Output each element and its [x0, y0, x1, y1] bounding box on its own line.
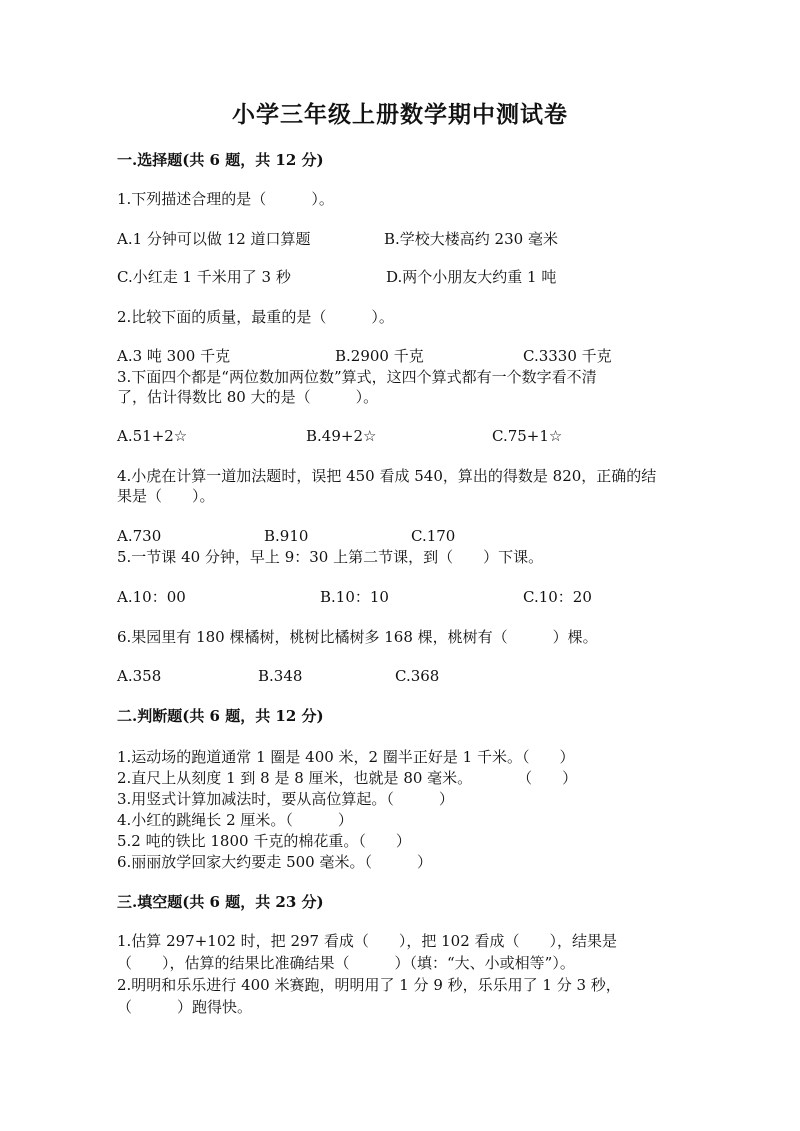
option-b: B.910 — [264, 527, 309, 545]
question-stem: 5.一节课 40 分钟，早上 9：30 上第二节课，到（ ）下课。 — [117, 548, 544, 566]
option-b: B.348 — [258, 667, 303, 685]
question-stem: 6.果园里有 180 棵橘树，桃树比橘树多 168 棵，桃树有（ ）棵。 — [117, 628, 598, 646]
question-stem-line1: 4.小虎在计算一道加法题时，误把 450 看成 540，算出的得数是 820，正确的结 — [117, 467, 657, 485]
option-a: A.1 分钟可以做 12 道口算题 — [117, 230, 311, 248]
fill-question-line2: （ ），估算的结果比准确结果（ ）（填：“大、小或相等”）。 — [117, 954, 575, 972]
fill-question-line1: 2.明明和乐乐进行 400 米赛跑，明明用了 1 分 9 秒，乐乐用了 1 分 3 秒， — [117, 976, 621, 994]
section-heading-choice: 一.选择题(共 6 题，共 12 分) — [117, 151, 324, 169]
option-b: B.10：10 — [320, 588, 389, 606]
option-c: C.10：20 — [523, 588, 592, 606]
fill-question-line2: （ ）跑得快。 — [117, 998, 253, 1016]
option-c: C.368 — [395, 667, 440, 685]
option-a: A.358 — [117, 667, 162, 685]
option-b: B.2900 千克 — [335, 347, 424, 365]
option-a: A.10：00 — [117, 588, 186, 606]
question-stem-line2: 了，估计得数比 80 大的是（ ）。 — [117, 388, 379, 406]
judgement-item: 1.运动场的跑道通常 1 圈是 400 米，2 圈半正好是 1 千米。（ ） — [117, 748, 575, 766]
option-d: D.两个小朋友大约重 1 吨 — [386, 268, 557, 286]
option-a: A.730 — [117, 527, 162, 545]
question-stem-line1: 3.下面四个都是“两位数加两位数”算式，这四个算式都有一个数字看不清 — [117, 368, 597, 386]
option-a: A.3 吨 300 千克 — [117, 347, 231, 365]
option-a: A.51+2☆ — [117, 427, 188, 445]
page-title: 小学三年级上册数学期中测试卷 — [232, 101, 568, 128]
judgement-item: 6.丽丽放学回家大约要走 500 毫米。（ ） — [117, 853, 432, 871]
option-b: B.学校大楼高约 230 毫米 — [384, 230, 558, 248]
judgement-item: 4.小红的跳绳长 2 厘米。（ ） — [117, 811, 353, 829]
section-heading-judgement: 二.判断题(共 6 题，共 12 分) — [117, 707, 324, 725]
judgement-item: 3.用竖式计算加减法时，要从高位算起。（ ） — [117, 790, 454, 808]
judgement-item: 5.2 吨的铁比 1800 千克的棉花重。（ ） — [117, 832, 411, 850]
question-stem: 2.比较下面的质量，最重的是（ ）。 — [117, 308, 394, 326]
section-heading-fill-in: 三.填空题(共 6 题，共 23 分) — [117, 893, 324, 911]
option-c: C.170 — [411, 527, 456, 545]
fill-question-line1: 1.估算 297+102 时，把 297 看成（ ），把 102 看成（ ），结果是 — [117, 932, 618, 950]
judgement-item: 2.直尺上从刻度 1 到 8 是 8 厘米，也就是 80 毫米。 （ ） — [117, 769, 578, 787]
question-stem: 1.下列描述合理的是（ ）。 — [117, 190, 334, 208]
option-c: C.小红走 1 千米用了 3 秒 — [117, 268, 291, 286]
question-stem-line2: 果是（ ）。 — [117, 487, 215, 505]
option-c: C.3330 千克 — [523, 347, 612, 365]
option-c: C.75+1☆ — [492, 427, 563, 445]
option-b: B.49+2☆ — [306, 427, 377, 445]
